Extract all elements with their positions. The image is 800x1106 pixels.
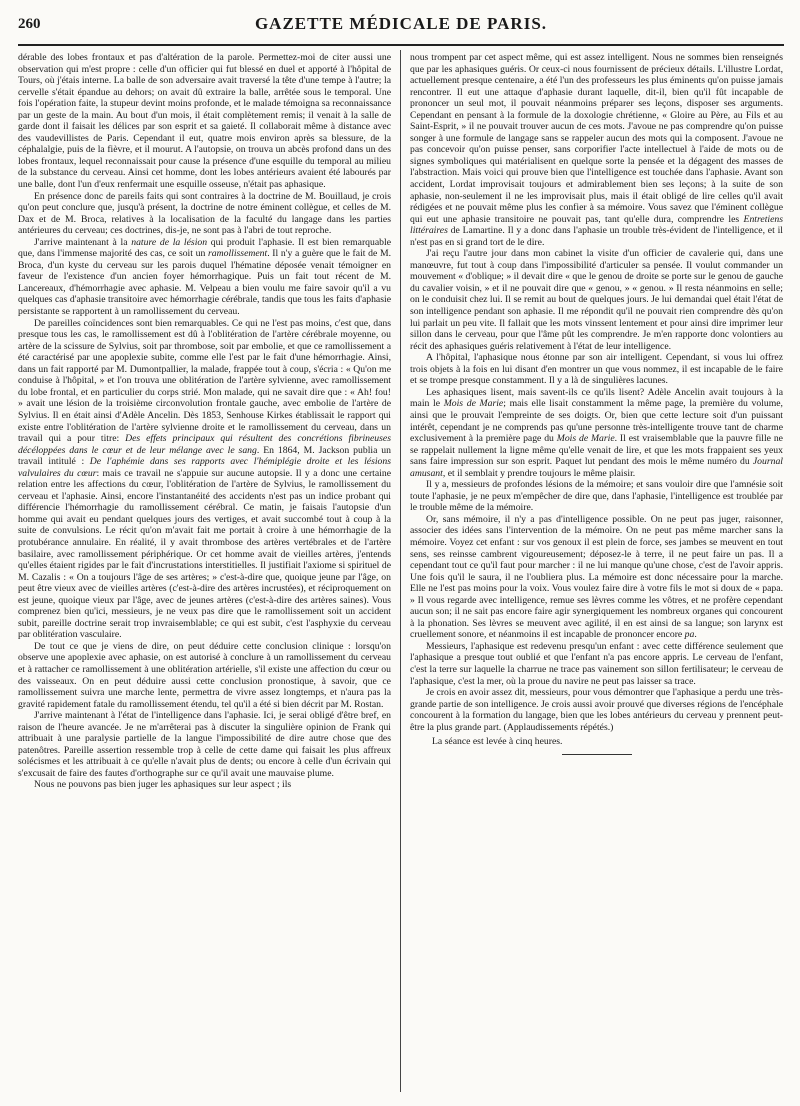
text-run: A l'hôpital, l'aphasique nous étonne par son air intelligent. Cependant, si vous lui offrez trois objets à la fois en lui disant d'en montrer un que vous nommez, il est incapable de le faire et se trompe presque constamment. Il y a là de singulières lacunes. [410, 352, 783, 387]
article-paragraph [410, 248, 783, 352]
text-run: J'ai reçu l'autre jour dans mon cabinet la visite d'un officier de cavalerie qui, dans une manœuvre, fut tout à coup dans l'impossibilité d'articuler sa pensée. Il voulut commander un mouvement « d'oblique; » il devait dire « que le genou de droite se porte sur le genou de gauche du cavalier voisin, » et il ne pouvait dire que « genou, » « genou. » Il resta néanmoins en selle; on le conduisit chez lui. Il se remit au bout de quelques jours. Je lui demandai quel était l'état de son intelligence pendant son aphasie. Il me répondit qu'il ne pouvait rien comprendre dès qu'on lui parlait un peu vite. Il fallait que les mots vinssent lentement et pour ainsi dire imprimer leur sillon dans le cerveau, pour que l'âme pût les comprendre. Je m'en rapporte donc volontiers au récit des aphasiques guéris relativement à l'état de leur intelligence. [410, 248, 783, 352]
text-run: . En 1864, M. Jackson publia un travail intitulé : [18, 444, 391, 468]
text-run: Il y a, messieurs de profondes lésions de la mémoire; et sans vouloir dire que l'amnésie soit toute l'aphasie, je ne peux m'empêcher de dire que, dans l'aphasie, l'intelligence est troublée par le trouble même de la mémoire. [410, 479, 783, 514]
right-column [410, 52, 783, 755]
text-run: nous trompent par cet aspect même, qui est assez intelligent. Nous ne sommes bien renseignés que par les aphasiques guéris. Or ceux-ci nous fournissent de précieux détails. L'illustre Lordat, actuellement presque centenaire, a été l'un des professeurs les plus éminents qu'on puisse jamais rencontrer. Il eut une attaque d'aphasie durant laquelle, dit-il, bien qu'il fût incapable de prononcer un seul mot, il pouvait néanmoins préparer ses leçons, disposer ses arguments. Cependant en pensant à la formule de la doxologie chrétienne, « Gloire au Père, au Fils et au Saint-Esprit, » il ne pouvait trouver aucun de ces mots. J'avoue ne pas comprendre qu'on puisse songer à une formule de langage sans se rappeler aucun des mots qui la composent. J'avoue ne pas concevoir qu'on puisse penser, sans corporifier l'acte intellectuel à l'aide de mots ou de signes symboliques qui matérialisent en quelque sorte la pensée et la dégagent des masses de l'abstraction. Mais voici qui prouve bien que l'intelligence est touchée dans l'aphasie. Avant son accident, Lordat improvisait toujours et admirablement bien ses leçons; à la suite de son aphasie, non-seulement il ne les improvisait plus, mais il était obligé de lire celles qu'il avait rédigées et ne pouvait même plus les confier à sa mémoire. Vous savez que l'éminent collègue qui eut une aphasie transitoire ne pouvait pas, tant qu'elle dura, comprendre les [410, 52, 783, 225]
italic-text: De l'aphémie dans ses rapports avec l'hémiplégie droite et les lésions valvulaires du cœur [18, 456, 391, 479]
italic-text: Mois de Marie [443, 398, 504, 410]
text-run: : mais ce travail ne s'appuie sur aucune autopsie. Il y a donc une certaine relation entre les affections du cœur, l'oblitération de l'artère de Sylvius, le ramollissement du cerveau et l'aphasie. Ainsi, encore l'instantanéité des accidents n'est pas un indice probant qui différencie l'hémorrhagie du ramollissement cérébral. Ce matin, je faisais l'autopsie d'un homme qui avait eu pendant quelques jours des vertiges, et avait succombé tout à coup à la suite de convulsions. Le récit qu'on m'avait fait me portait à croire à une hémorrhagie de la protubérance annulaire. En réalité, il y avait thrombose des artères vertébrales et de l'artère basilaire, avec ramollissement périphérique. Or cet homme avait de vieilles artères, j'entends qu'elles étaient rigides par le fait d'incrustations interstitielles. Il justifiait l'axiome si spirituel de M. Cazalis : « On a toujours l'âge de ses artères; » c'est-à-dire que, quoique jeune par l'âge, on peut être vieux avec de vieilles artères (c'est-à-dire des artères incrustées), et réciproquement on est jeune, quoique vieux par l'âge, avec de jeunes artères (c'est-à-dire des artères saines). Vous comprenez bien qu'ici, messieurs, je ne veux pas dire que le ramollissement soit un accident subit, pareille doctrine serait trop invraisemblable; ce qui est subit, c'est l'asphyxie du cerveau par oblitération vasculaire. [18, 467, 392, 641]
article-paragraph [410, 52, 783, 248]
text-run: Messieurs, l'aphasique est redevenu presqu'un enfant : avec cette différence seulement que l'aphasique a presque tout oublié et que l'enfant n'a pas encore appris. Le cerveau de l'enfant, c'est la terre sur laquelle la charrue ne trace pas vainement son sillon fertilisateur; le cerveau de l'aphasique, c'est la mer, où la proue du navire ne peut pas laisser sa trace. [410, 640, 783, 687]
article-paragraph [410, 687, 783, 733]
text-run: dérable des lobes frontaux et pas d'altération de la parole. Permettez-moi de citer aussi une observation qui m'est propre : celle d'un officier qui fut blessé en duel et apporté à l'hôpital de Tours, où j'étais interne. La balle de son adversaire avait traversé la tête d'une tempe à l'autre; la cervelle s'était épandue au dehors; on avait dû extraire la balle, arrêtée sous le temporal. Une fois l'opération faite, la stupeur devint moins profonde, et le malade témoigna sa reconnaissance par un geste de la main. Au bout d'un mois, il était complètement remis; il venait à la salle de garde dont il faisait les délices par son esprit et sa gaieté. Il collaborait même à distance avec des vaudevillistes de Paris. Cependant il eut, quatre mois environ après sa blessure, de la céphalalgie, puis de la fièvre, et il mourut. A l'autopsie, on trouva un abcès profond dans un des lobes frontaux, lequel reconnaissait pour cause la présence d'une esquille du temporal au milieu de la substance du cerveau. Ainsi cet homme, dont les lobes antérieurs avaient été labourés par une balle, dont l'un d'eux renfermait une esquille osseuse, n'était pas aphasique. [18, 52, 391, 191]
italic-text: nature de la lésion [131, 236, 208, 248]
text-run: de Lamartine. Il y a donc dans l'aphasie un trouble très-évident de l'intelligence, et il n'est pas en si grand tort de le dire. [410, 225, 783, 248]
text-run: . Il n'y a guère que le fait de M. Broca, d'un kyste du cerveau sur les parois duquel l'hématine déposée venait témoigner en faveur de l'existence d'un ancien foyer hémorrhagique. Puis un fait tout récent de M. Lancereaux, d'hémorrhagie avec aphasie. M. Velpeau a bien voulu me faire savoir qu'il a vu quelques cas d'aphasie transitoire avec hémorrhagie cérébrale, tandis que tous les faits d'aphasie persistante se rapportent à un ramollissement du cerveau. [18, 248, 391, 318]
text-run: Les aphasiques lisent, mais savent-ils ce qu'ils lisent? Adèle Ancelin avait toujours à la main le [410, 386, 783, 410]
italic-text: Mois de Marie [556, 433, 615, 445]
text-run: En présence donc de pareils faits qui sont contraires à la doctrine de M. Bouillaud, je crois qu'on peut conclure que, jusqu'à présent, la doctrine de notre éminent collègue, et celles de M. Dax et de M. Broca, relatives à la localisation de la faculté du langage dans les parties antérieures du cerveau; ces doctrines, dis-je, ne sont pas à l'abri de tout reproche. [18, 190, 391, 237]
text-run: De pareilles coïncidences sont bien remarquables. Ce qui ne l'est pas moins, c'est que, dans presque tous les cas, le ramollissement est dû à l'oblitération de l'artère cérébrale moyenne, ou artère de la scissure de Sylvius, soit par thrombose, soit par embolie, et que ce ramollissement a été caractérisé par une apoplexie subite, comme elle l'est par le fait d'une hémorrhagie. Ainsi, dans un fait rapporté par M. Dumontpallier, la malade, frappée tout à coup, s'écria : « Qu'on me conduise à l'hôpital, » et l'on trouva une oblitération de l'artère sylvienne, avec ramollissement du lobe frontal, et en particulier du corps strié. Mon malade, qui ne savait dire que : « Ah! fou! » avait une lésion de la troisième circonvolution frontale gauche, avec embolie de l'artère de Sylvius. Il en était ainsi d'Adèle Ancelin. Dès 1853, Senhouse Kirkes établissait le rapport qui existe entre l'oblitération de l'artère sylvienne droite et le ramollissement du cerveau, dans un travail qui a pour titre: [18, 317, 391, 445]
article-paragraph [18, 779, 391, 791]
page-number: 260 [18, 16, 41, 32]
article-paragraph [18, 641, 391, 710]
text-run: . [694, 629, 697, 641]
text-run: Je crois en avoir assez dit, messieurs, pour vous démontrer que l'aphasique a perdu une très-grande partie de son intelligence. Je crois aussi avoir prouvé que diverses régions de l'encéphale concourent à la formation du langage, bien que les lobes antérieurs du cerveau y prennent peut-être la plus grande part. (Applaudissements répétés.) [410, 687, 783, 733]
article-paragraph [410, 479, 783, 514]
text-run: qui produit l'aphasie. Il est bien remarquable que, dans l'immense majorité des cas, ce soit un [18, 236, 391, 260]
running-title: GAZETTE MÉDICALE DE PARIS. [254, 14, 548, 33]
column-divider [400, 50, 401, 1092]
article-paragraph [410, 514, 783, 641]
article-paragraph [18, 237, 391, 318]
text-run: , et il semblait y prendre toujours le même plaisir. [442, 467, 636, 479]
italic-text: pa [684, 629, 695, 641]
article-paragraph [18, 52, 391, 191]
text-run: La séance est levée à cinq heures. [432, 736, 563, 748]
italic-text: Entretiens littéraires [410, 213, 783, 237]
end-rule [562, 754, 632, 755]
italic-text: ramollissement [208, 248, 268, 260]
italic-text: Journal amusant [410, 456, 783, 479]
article-paragraph [410, 387, 783, 479]
header-rule [18, 44, 784, 46]
article-paragraph [18, 710, 391, 779]
article-paragraph [18, 318, 391, 641]
article-paragraph [410, 352, 783, 387]
closing-line [410, 736, 783, 748]
text-run: J'arrive maintenant à la [34, 236, 132, 248]
left-column [18, 52, 391, 791]
text-run: J'arrive maintenant à l'état de l'intelligence dans l'aphasie. Ici, je serai obligé d'être bref, en raison de l'heure avancée. Je ne m'arrêterai pas à discuter la singulière opinion de Frank qui attribuait à une paralysie partielle de la langue l'impossibilité de dire autre chose que des patenôtres. Pareille assertion ressemble trop à celle de cette dame qui faisait les plus affreux solécismes et les attribuait à ce qu'elle n'avait plus de dents; ou encore à celle d'un écrivain qui s'excusait de faire des fautes d'orthographe sur ce qu'il avait une mauvaise plume. [18, 710, 391, 779]
article-paragraph [18, 191, 391, 237]
article-paragraph [410, 641, 783, 687]
page-header [18, 12, 784, 38]
text-run: Nous ne pouvons pas bien juger les aphasiques sur leur aspect ; ils [34, 779, 292, 791]
text-run: . Il est vraisemblable que la pauvre fille ne se rappelait nullement la ligne même qu'elle venait de lire, et que les mots frappaient ses yeux sans faire impression sur son esprit. Paquet lut pendant des mois le même numéro du [410, 433, 783, 468]
text-run: ; mais elle lisait constamment la même page, la première du volume, ainsi que le prouvait l'empreinte de ses doigts. Or, bien que cette lecture soit d'un puissant intérêt, cependant je ne comprends pas qu'une personne très-intelligente trouve tant de charme exclusivement à la première page du [410, 398, 783, 445]
text-run: Or, sans mémoire, il n'y a pas d'intelligence possible. On ne peut pas juger, raisonner, associer des idées sans l'intervention de la mémoire. On ne peut pas même marcher sans la mémoire. Voyez cet enfant : sur vos genoux il est plein de force, ses jambes se meuvent en tout sens, ses reinsse cambrent vigoureusement; déposez-le à terre, il ne peut faire un pas. Il a cependant tout ce qu'il faut pour marcher : il ne lui manque qu'une chose, c'est de l'avoir appris. Une fois qu'il le saura, il ne l'oubliera plus. La mémoire est donc nécessaire pour la marche. Elle ne l'est pas moins pour la voix. Vous voulez faire dire à votre fils le mot si doux de « papa. » Il vous regarde avec intelligence, remue ses lèvres comme les vôtres, et ne profère cependant aucun son; il ne sait pas encore faire agir synergiquement les nombreux organes qui concourent à la phonation. Ses lèvres se meuvent avec agilité, il en est ainsi de sa langue; son larynx est cruellement sonore, et néanmoins il est incapable de prononcer encore [410, 513, 783, 641]
italic-text: Des effets principaux qui résultent des concrétions fibrineuses décéloppées dans le cœur et de leur mélange avec le sang [18, 433, 391, 456]
text-run: De tout ce que je viens de dire, on peut déduire cette conclusion clinique : lorsqu'on observe une apoplexie avec aphasie, on est autorisé à conclure à un ramollissement du cerveau et à rattacher ce ramollissement à une oblitération artérielle, s'il existe une affection du cœur ou des vaisseaux. On en peut déduire aussi cette conclusion pronostique, à savoir, que ce ramollissement suivra une marche lente, permettra de vivre assez longtemps, et n'aura pas la gravité rapidement fatale du ramollissement étendu, tel qu'il a été si bien décrit par M. Rostan. [18, 640, 391, 710]
